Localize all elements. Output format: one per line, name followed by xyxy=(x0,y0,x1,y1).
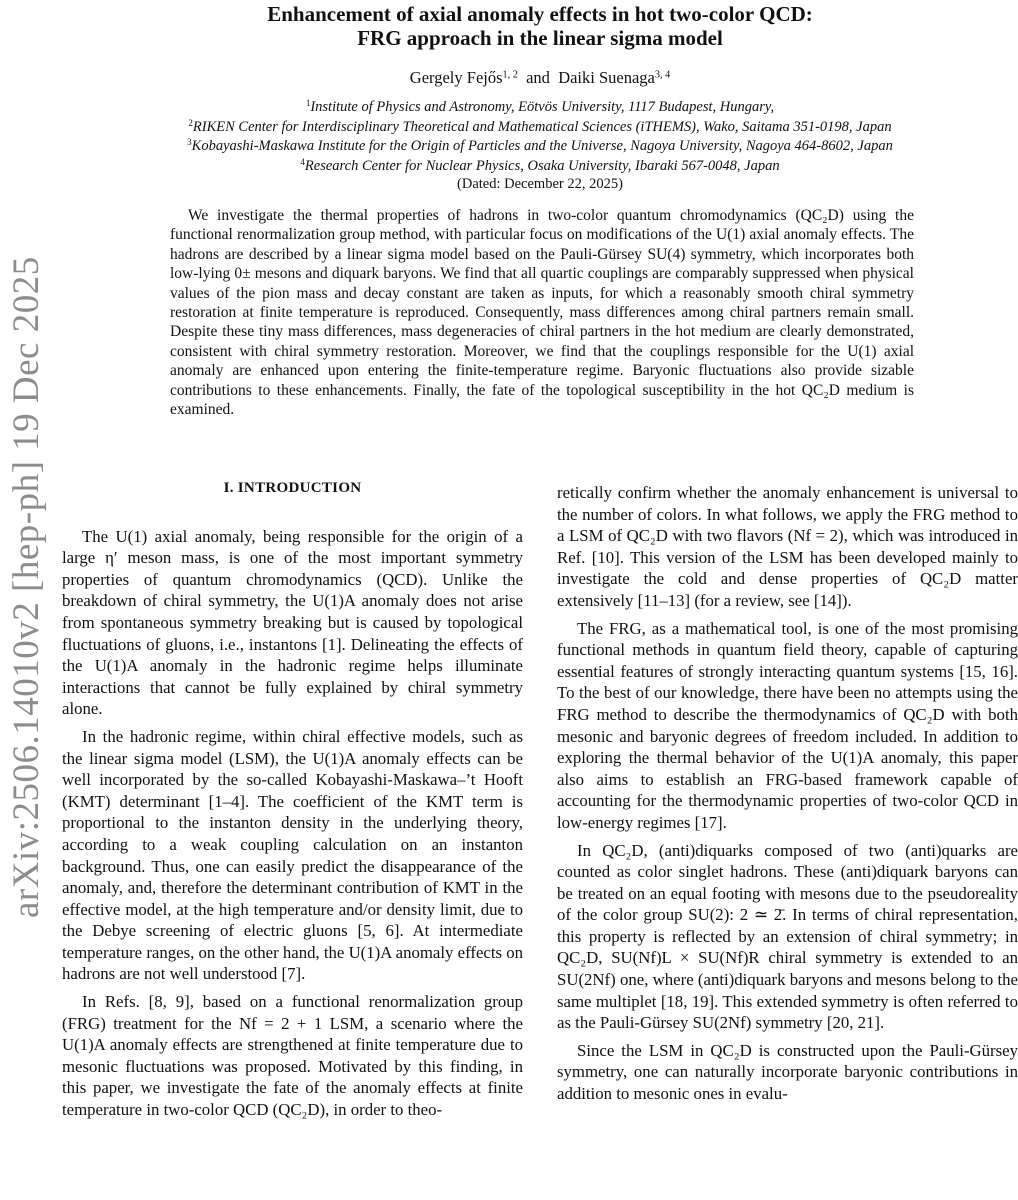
paragraph: The U(1) axial anomaly, being responsible for the origin of a large η′ meson mass, is one of the most important symmetry properties of quantum chromodynamics (QCD). Unlike the breakdown of chiral symmetry, the U(1)A anomaly does not arise from spontaneous symmetry breaking but is caused by topological fluctuations of gluons, i.e., instantons [1]. Delineating the effects of the U(1)A anomaly in the hadronic regime helps illuminate interactions that cannot be fully explained by chiral symmetry alone. xyxy=(62,526,523,719)
right-column xyxy=(557,482,1018,1111)
title-line-1: Enhancement of axial anomaly effects in hot two-color QCD: xyxy=(267,2,813,26)
author-conjunction: and xyxy=(526,68,550,87)
paragraph: Since the LSM in QC₂D is constructed upon the Pauli-Gürsey symmetry, one can naturally incorporate baryonic contributions in addition to mesonic ones in evalu- xyxy=(557,1040,1018,1104)
paragraph: In the hadronic regime, within chiral effective models, such as the linear sigma model (LSM), the U(1)A anomaly effects can be well incorporated by the so-called Kobayashi-Maskawa–’t Hooft (KMT) determinant [1–4]. The coefficient of the KMT term is proportional to the instanton density in the underlying theory, according to a weak coupling calculation on an instanton background. Thus, one can easily predict the disappearance of the anomaly, and, therefore the determinant contribution of KMT in the effective model, at the high temperature and/or density limit, due to the Debye screening of electric gluons [5, 6]. At intermediate temperature ranges, on the other hand, the U(1)A anomaly effects on hadrons are not well understood [7]. xyxy=(62,726,524,984)
arxiv-identifier-stamp xyxy=(0,0,60,1200)
title-line-2: FRG approach in the linear sigma model xyxy=(357,26,723,50)
affiliation-4: $^4$Research Center for Nuclear Physics, Osaka University, Ibaraki 567-0048, Japan xyxy=(300,156,780,174)
author-list xyxy=(150,68,930,88)
affiliation-1: $^1$Institute of Physics and Astronomy, Eötvös University, 1117 Budapest, Hungary, xyxy=(305,98,775,115)
paragraph-continued: retically confirm whether the anomaly enhancement is universal to the number of colors. In what follows, we apply the FRG method to a LSM of QC₂D with two flavors (Nf = 2), which was introduced in Ref. [10]. This version of the LSM has been developed mainly to investigate the cold and dense properties of QC₂D matter extensively [11–13] (for a review, see [14]). xyxy=(557,483,1018,610)
author-2: Daiki Suenaga xyxy=(558,68,655,87)
left-column xyxy=(62,478,523,1127)
paragraph: In QC₂D, (anti)diquarks composed of two (anti)quarks are counted as color singlet hadrons. These (anti)diquark baryons can be treated on an equal footing with mesons due to the pseudoreality of the color group SU(2): 2 ≃ 2̄. In terms of chiral representation, this property is reflected by an extension of chiral symmetry; in QC₂D, SU(Nf)L × SU(Nf)R chiral symmetry is extended to an SU(2Nf) one, where (anti)diquark baryons and mesons belong to the same multiplet [18, 19]. This extended symmetry is often referred to as the Pauli-Gürsey SU(2Nf) symmetry [20, 21]. xyxy=(557,840,1018,1033)
paragraph: In Refs. [8, 9], based on a functional renormalization group (FRG) treatment for the Nf = 2 + 1 LSM, a scenario where the U(1)A anomaly effects are strengthened at finite temperature due to mesonic fluctuations was proposed. Motivated by this finding, in this paper, we investigate the fate of the anomaly effects at finite temperature in two-color QCD (QC₂D), in order to theo- xyxy=(62,992,523,1120)
author-2-affil: 3, 4 xyxy=(654,69,671,81)
author-1-affil: 1, 2 xyxy=(502,69,518,81)
affiliation-list xyxy=(60,98,1018,176)
paper-title xyxy=(150,2,930,50)
paragraph: The FRG, as a mathematical tool, is one of the most promising functional methods in quantum field theory, capable of capturing essential features of strongly interacting quantum systems [15, 16]. To the best of our knowledge, there have been no attempts using the FRG method to describe the thermodynamics of QC₂D with both mesonic and baryonic degrees of freedom included. In addition to exploring the thermal behavior of the U(1)A anomaly, this paper also aims to establish an FRG-based framework capable of accounting for the thermodynamic properties of two-color QCD in low-energy regimes [17]. xyxy=(557,618,1018,832)
section-heading-introduction: I. INTRODUCTION xyxy=(223,480,362,496)
abstract: We investigate the thermal properties of hadrons in two-color quantum chromodynamics (QC₂D) using the functional renormalization group method, with particular focus on modifications of the U(1) axial anomaly effects. The hadrons are described by a linear sigma model based on the Pauli-Gürsey SU(4) symmetry, which incorporates both low-lying 0± mesons and diquark baryons. We find that all quartic couplings are comparably suppressed when physical values of the pion mass and decay constant are taken as inputs, for which a reasonably smooth chiral symmetry restoration at finite temperature is reproduced. Consequently, mass differences among chiral partners remain small. Despite these tiny mass differences, mass degeneracies of chiral partners in the hot medium are clearly demonstrated, consistent with chiral symmetry restoration. Moreover, we find that the couplings responsible for the U(1) axial anomaly are enhanced upon entering the finite-temperature regime. Baryonic fluctuations also provide sizable contributions to these enhancements. Finally, the fate of the topological susceptibility in the hot QC₂D medium is examined. xyxy=(170,207,914,419)
affiliation-2: $^2$RIKEN Center for Interdisciplinary Theoretical and Mathematical Sciences (iTHEMS), Wako, Saitama 351-0198, Japan xyxy=(188,117,892,135)
affiliation-3: $^3$Kobayashi-Maskawa Institute for the Origin of Particles and the Universe, Nagoya University, Nagoya 464-8602, Japan xyxy=(187,137,893,154)
author-1: Gergely Fejős xyxy=(409,68,503,87)
arxiv-id-text: arXiv:2506.14010v2 [hep-ph] 19 Dec 2025 xyxy=(6,256,47,918)
dated-line: (Dated: December 22, 2025) xyxy=(457,176,623,192)
